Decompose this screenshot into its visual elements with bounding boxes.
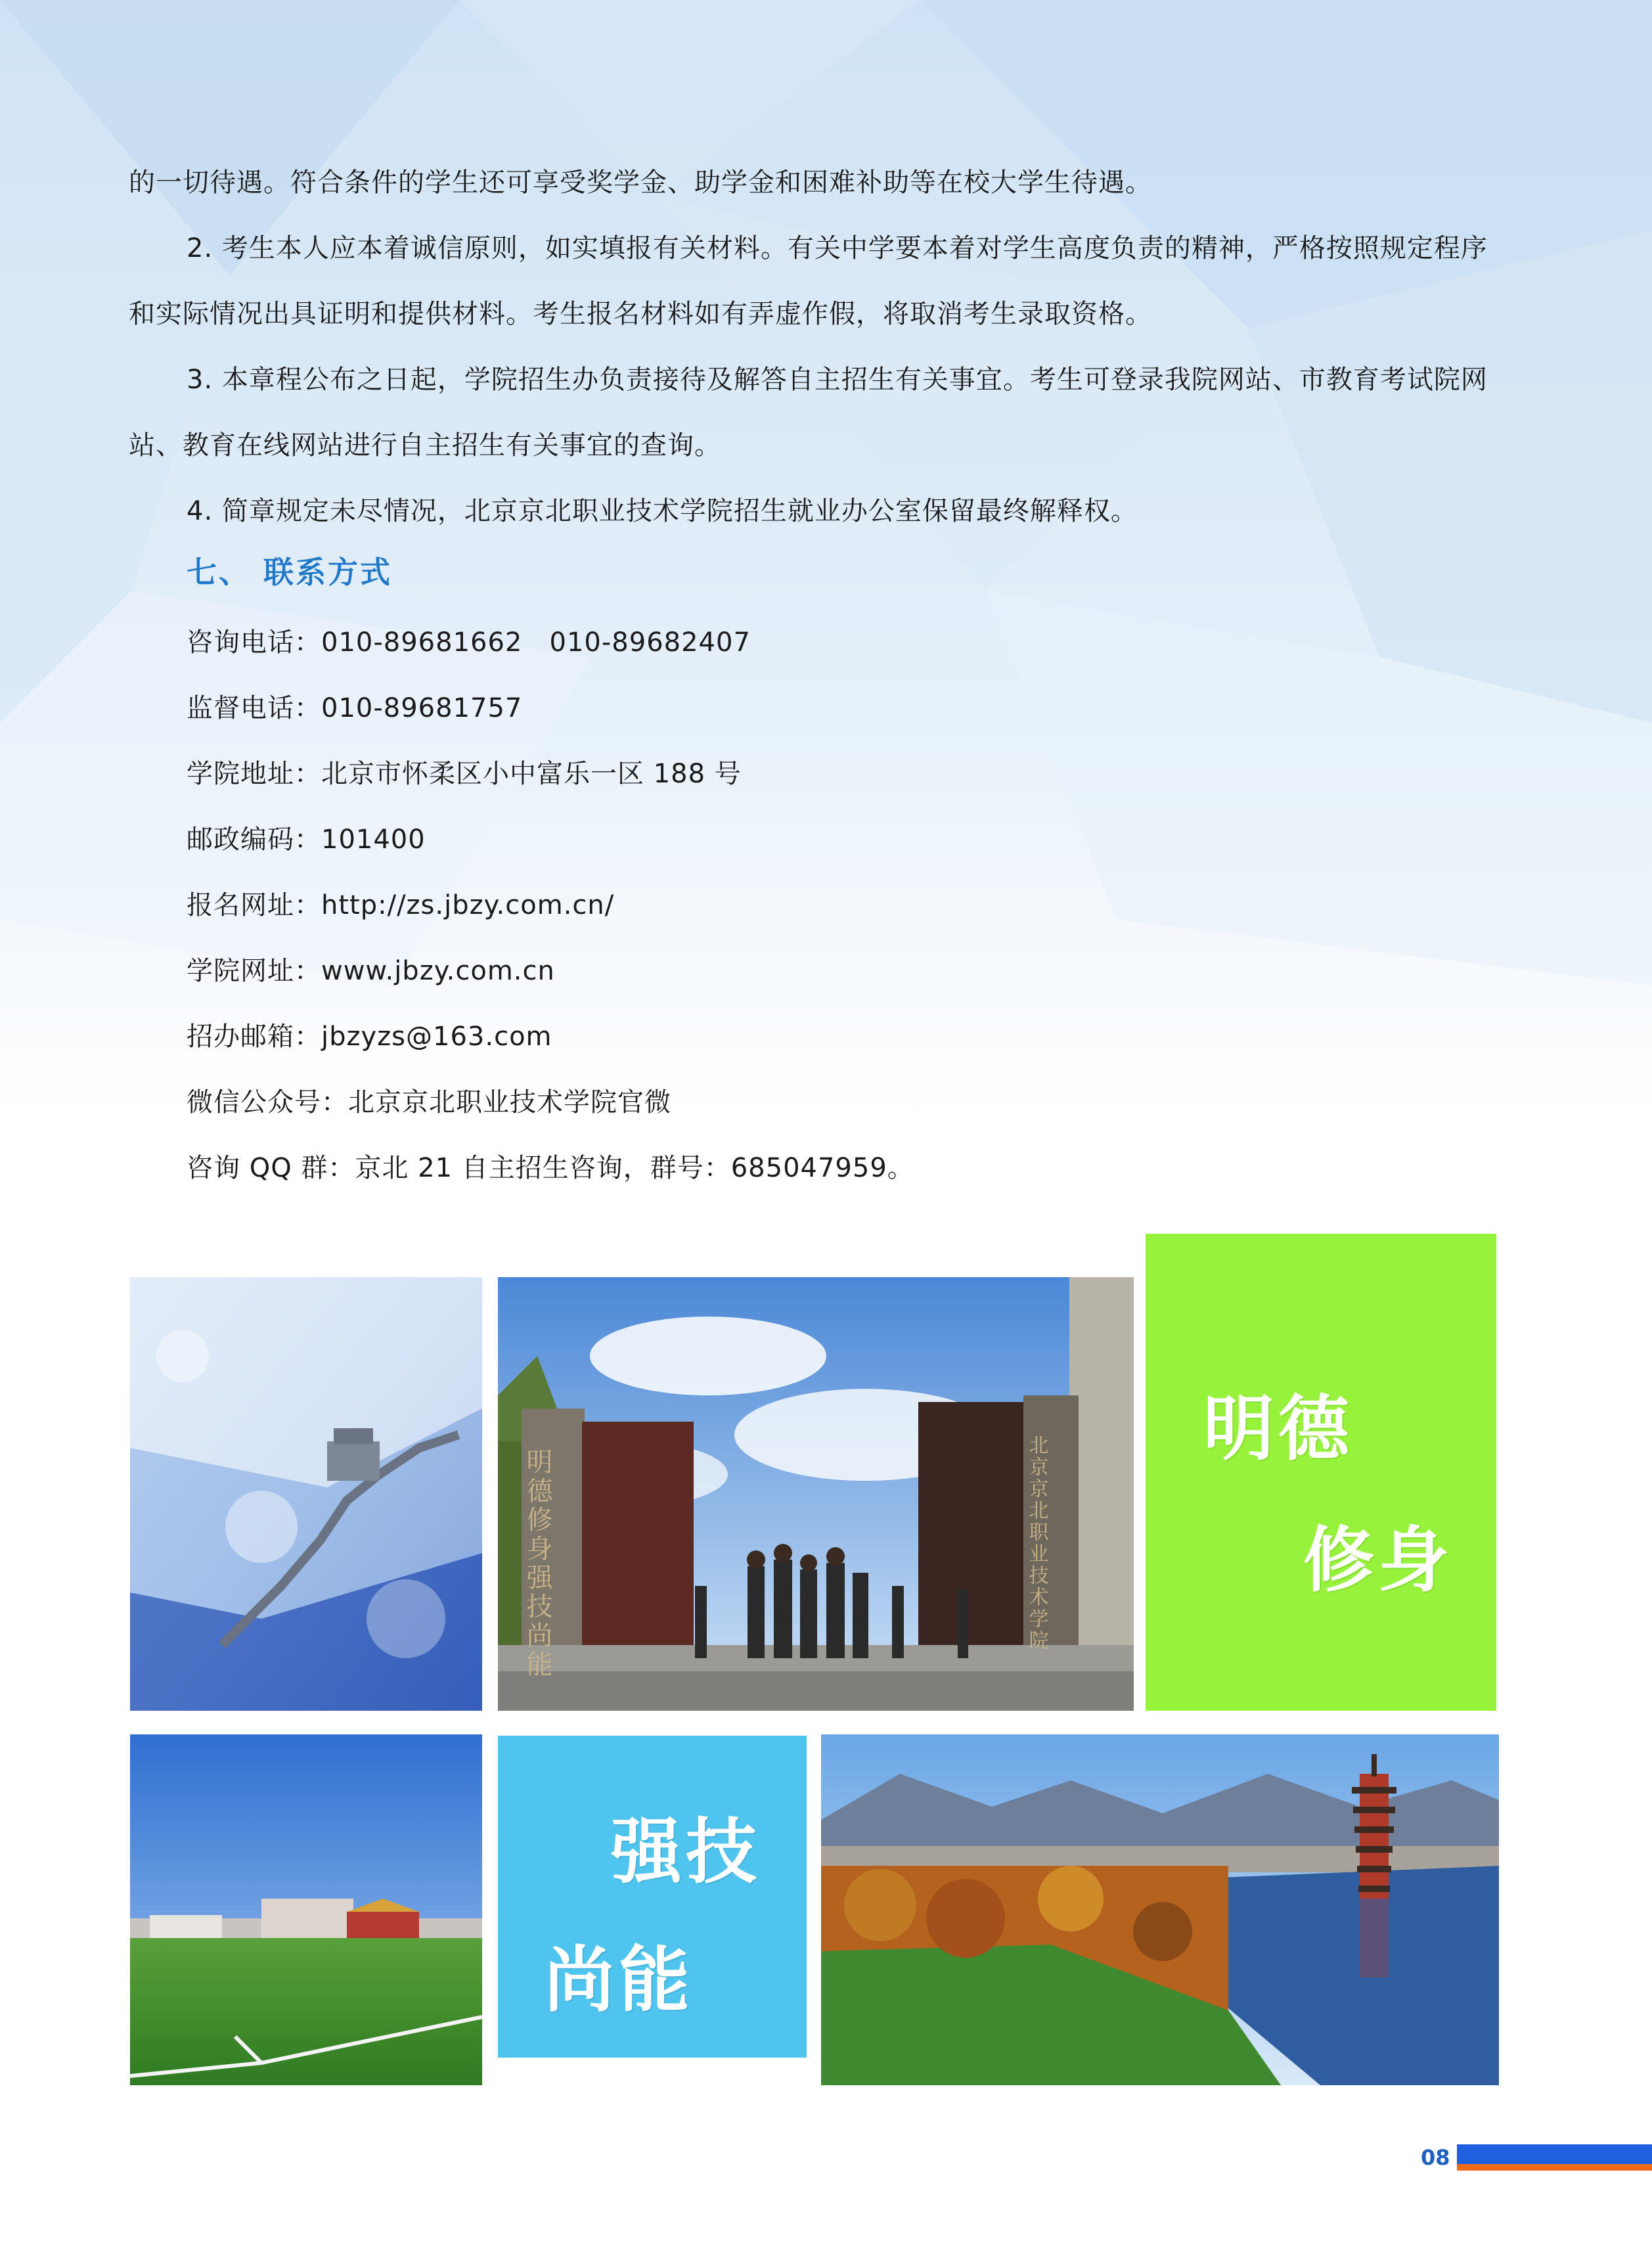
photo-sports-field xyxy=(130,1734,482,2085)
contact-address xyxy=(187,754,742,794)
contact-value: 010-89681662 010-89682407 xyxy=(321,627,751,658)
contact-value: http://zs.jbzy.com.cn/ xyxy=(321,890,615,920)
gate-inscription-right: 北京京北职业技术学院 xyxy=(1025,1435,1048,1652)
contact-label: 招办邮箱： xyxy=(187,1022,321,1052)
contact-label: 邮政编码： xyxy=(187,824,321,855)
contact-postcode xyxy=(187,820,426,859)
contact-label: 微信公众号： xyxy=(187,1087,348,1118)
contact-value: 京北 21 自主招生咨询，群号：685047959。 xyxy=(355,1153,914,1183)
contact-email xyxy=(187,1017,552,1056)
gate-inscription-left: 明德修身强技尚能 xyxy=(522,1448,552,1679)
page-number: 08 xyxy=(1421,2145,1450,2170)
contact-label: 学院网址： xyxy=(187,956,321,986)
photo-snowy-great-wall xyxy=(130,1277,482,1711)
contact-label: 咨询 QQ 群： xyxy=(187,1153,355,1183)
contact-registration-url xyxy=(187,886,614,925)
slogan-text: 修身 xyxy=(1303,1520,1454,1602)
contact-label: 监督电话： xyxy=(187,693,321,723)
paragraph-4: 4. 简章规定未尽情况，北京京北职业技术学院招生就业办公室保留最终解释权。 xyxy=(187,496,1138,526)
contact-value: 101400 xyxy=(321,824,426,855)
page-bar-decoration xyxy=(1457,2144,1652,2171)
slogan-text: 尚能 xyxy=(544,1939,694,2021)
photo-campus-gate xyxy=(498,1277,1134,1711)
contact-value: 北京京北职业技术学院官微 xyxy=(348,1087,671,1118)
contact-website xyxy=(187,951,555,991)
slogan-text: 明德 xyxy=(1203,1388,1354,1470)
slogan-box-green xyxy=(1146,1234,1496,1711)
paragraph-3: 3. 本章程公布之日起，学院招生办负责接待及解答自主招生有关事宜。考生可登录我院网站、市教育考试院网站、教育在线网站进行自主招生有关事宜的查询。 xyxy=(129,365,1488,461)
paragraph-1: 的一切待遇。符合条件的学生还可享受奖学金、助学金和困难补助等在校大学生待遇。 xyxy=(129,168,1152,198)
section-heading-contact: 七、 联系方式 xyxy=(187,554,393,590)
photo-lake-pagoda xyxy=(821,1734,1499,2085)
contact-label: 咨询电话： xyxy=(187,627,321,658)
contact-phone xyxy=(187,623,751,662)
contact-qq-group xyxy=(187,1148,914,1188)
contact-supervision-phone xyxy=(187,689,522,728)
contact-label: 学院地址： xyxy=(187,759,321,789)
contact-value: www.jbzy.com.cn xyxy=(321,956,555,986)
contact-value: jbzyzs@163.com xyxy=(321,1022,552,1052)
contact-wechat xyxy=(187,1083,671,1122)
paragraph-2: 2. 考生本人应本着诚信原则，如实填报有关材料。有关中学要本着对学生高度负责的精神，严格按照规定程序和实际情况出具证明和提供材料。考生报名材料如有弄虚作假，将取消考生录取资格。 xyxy=(129,233,1488,329)
slogan-text: 强技 xyxy=(611,1811,761,1893)
contact-label: 报名网址： xyxy=(187,890,321,920)
slogan-box-cyan xyxy=(498,1736,807,2058)
contact-value: 北京市怀柔区小中富乐一区 188 号 xyxy=(321,759,742,789)
contact-value: 010-89681757 xyxy=(321,693,523,723)
